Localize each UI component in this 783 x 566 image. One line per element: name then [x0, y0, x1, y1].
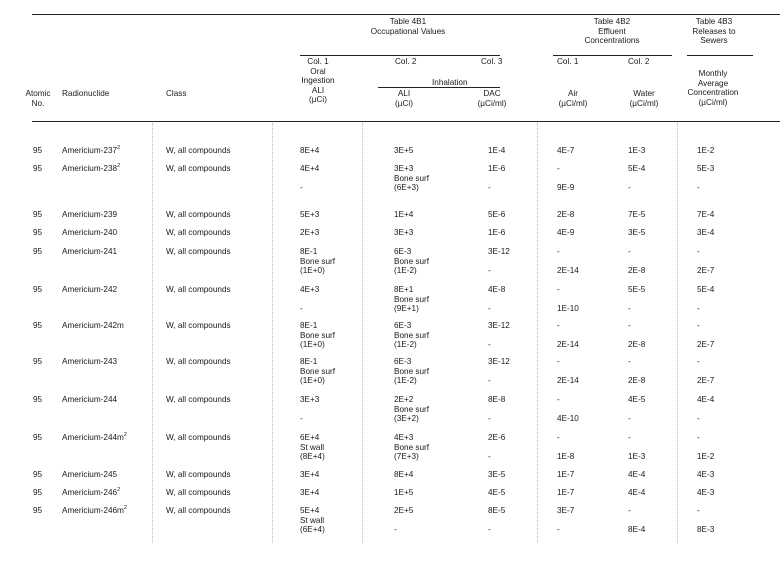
class-value: W, all compounds — [166, 488, 231, 497]
water-concentration-value: 4E-4 — [628, 488, 646, 497]
col1-oral-header: Col. 1 Oral Ingestion ALI (µCi) — [301, 57, 335, 105]
atomic-number: 95 — [33, 357, 43, 366]
radionuclide-name: Americium-242 — [62, 285, 118, 294]
inhalation-ali-value: 6E-3 Bone surf (1E-2) — [394, 357, 430, 386]
air-concentration-value: - 4E-10 — [557, 395, 579, 424]
air-concentration-value: - 2E-14 — [557, 321, 579, 350]
inhalation-ali-value: 4E+3 Bone surf (7E+3) — [394, 433, 430, 462]
water-concentration-value: 3E-5 — [628, 228, 646, 237]
oral-ali-value: 4E+3 - — [300, 285, 320, 314]
inhalation-ali-value: 3E+3 Bone surf (6E+3) — [394, 164, 430, 193]
sewer-concentration-value: - 2E-7 — [697, 321, 715, 350]
class-value: W, all compounds — [166, 247, 231, 256]
atomic-number: 95 — [33, 433, 43, 442]
radionuclide-name: Americium-$246^2$ — [62, 487, 121, 497]
footnote-marker: 2 — [123, 432, 127, 438]
table4b2-title: Table 4B2 Effluent Concentrations — [584, 17, 640, 46]
sewer-concentration-value: - 2E-7 — [697, 357, 715, 386]
dac-value: 1E-4 — [488, 146, 506, 155]
atomic-number: 95 — [33, 321, 43, 330]
dac-value: 3E-12 - — [488, 357, 510, 386]
radionuclide-name: Americium-245 — [62, 470, 118, 479]
radionuclide-name: Americium-239 — [62, 210, 118, 219]
class-value: W, all compounds — [166, 285, 231, 294]
separator — [272, 123, 273, 543]
class-value: W, all compounds — [166, 210, 231, 219]
radionuclide-name: Americium-243 — [62, 357, 118, 366]
dac-value: 3E-12 - — [488, 321, 510, 350]
radionuclide-name: Americium-241 — [62, 247, 118, 256]
oral-ali-value: 3E+3 - — [300, 395, 320, 424]
oral-ali-value: 6E+4 St wall (8E+4) — [300, 433, 325, 462]
inhalation-ali-value: 8E+4 — [394, 470, 414, 479]
table4b1-rule — [300, 55, 500, 56]
air-concentration-value: 3E-7 - — [557, 506, 575, 535]
atomic-number: 95 — [33, 164, 43, 173]
oral-ali-value: 4E+4 - — [300, 164, 320, 193]
dac-value: 8E-5 - — [488, 506, 506, 535]
table4b3-title: Table 4B3 Releases to Sewers — [692, 17, 736, 46]
inhalation-ali-value: 1E+5 — [394, 488, 414, 497]
atomic-number: 95 — [33, 285, 43, 294]
radionuclide-name: Americium-$237^2$ — [62, 145, 121, 155]
radionuclide-header: Radionuclide — [62, 89, 110, 98]
sewer-concentration-value: 4E-3 — [697, 488, 715, 497]
oral-ali-value: 8E-1 Bone surf (1E+0) — [300, 357, 336, 386]
dac-header: DAC (µCi/ml) — [477, 89, 507, 108]
dac-value: 1E-6 — [488, 228, 506, 237]
air-concentration-value: 4E-7 — [557, 146, 575, 155]
monthly-header: Monthly Average Concentration (µCi/ml) — [687, 69, 739, 107]
sewer-concentration-value: 4E-4 - — [697, 395, 715, 424]
separator — [677, 123, 678, 543]
oral-ali-value: 3E+4 — [300, 470, 320, 479]
water-concentration-value: - 2E-8 — [628, 321, 646, 350]
sewer-concentration-value: 1E-2 — [697, 146, 715, 155]
atomic-number: 95 — [33, 247, 43, 256]
atomic-number: 95 — [33, 470, 43, 479]
col2-header: Col. 2 — [395, 57, 417, 66]
inhalation-ali-value: 3E+3 — [394, 228, 414, 237]
footnote-marker: 2 — [117, 487, 121, 493]
radionuclide-name: Americium-$244m^2$ — [62, 432, 127, 442]
air-concentration-value: - 9E-9 — [557, 164, 575, 193]
inhalation-ali-value: 2E+5 - — [394, 506, 414, 535]
air-concentration-value: - 2E-14 — [557, 247, 579, 276]
atomic-number: 95 — [33, 228, 43, 237]
inhalation-ali-value: 6E-3 Bone surf (1E-2) — [394, 247, 430, 276]
table4b2-rule — [553, 55, 672, 56]
inhalation-header: Inhalation — [432, 78, 468, 87]
water-concentration-value: - 2E-8 — [628, 357, 646, 386]
air-concentration-value: 1E-7 — [557, 470, 575, 479]
separator — [152, 123, 153, 543]
sewer-concentration-value: 7E-4 — [697, 210, 715, 219]
dac-value: 3E-12 - — [488, 247, 510, 276]
class-value: W, all compounds — [166, 506, 231, 515]
inhalation-ali-value: 8E+1 Bone surf (9E+1) — [394, 285, 430, 314]
dac-value: 4E-5 — [488, 488, 506, 497]
footnote-marker: 2 — [117, 163, 121, 169]
sewer-concentration-value: 3E-4 — [697, 228, 715, 237]
separator — [537, 123, 538, 543]
radionuclide-name: Americium-244 — [62, 395, 118, 404]
oral-ali-value: 2E+3 — [300, 228, 320, 237]
b2-col2-header: Col. 2 — [628, 57, 650, 66]
dac-value: 2E-6 - — [488, 433, 506, 462]
oral-ali-value: 8E-1 Bone surf (1E+0) — [300, 247, 336, 276]
oral-ali-value: 3E+4 — [300, 488, 320, 497]
water-concentration-value: - 8E-4 — [628, 506, 646, 535]
separator — [362, 123, 363, 543]
class-value: W, all compounds — [166, 321, 231, 330]
atomic-number: 95 — [33, 210, 43, 219]
dac-value: 3E-5 — [488, 470, 506, 479]
oral-ali-value: 5E+3 — [300, 210, 320, 219]
class-value: W, all compounds — [166, 433, 231, 442]
air-concentration-value: - 1E-10 — [557, 285, 579, 314]
air-concentration-value: - 1E-8 — [557, 433, 575, 462]
air-concentration-value: - 2E-14 — [557, 357, 579, 386]
atomic-number: 95 — [33, 395, 43, 404]
class-header: Class — [166, 89, 187, 98]
water-concentration-value: 5E-5 - — [628, 285, 646, 314]
class-value: W, all compounds — [166, 228, 231, 237]
water-header: Water (µCi/ml) — [629, 89, 659, 108]
water-concentration-value: 7E-5 — [628, 210, 646, 219]
radionuclide-name: Americium-$246m^2$ — [62, 505, 127, 515]
air-concentration-value: 2E-8 — [557, 210, 575, 219]
air-concentration-value: 4E-9 — [557, 228, 575, 237]
water-concentration-value: - 1E-3 — [628, 433, 646, 462]
water-concentration-value: 1E-3 — [628, 146, 646, 155]
col3-header: Col. 3 — [481, 57, 503, 66]
atomic-header: Atomic No. — [25, 89, 51, 108]
atomic-number: 95 — [33, 146, 43, 155]
sewer-concentration-value: 5E-3 - — [697, 164, 715, 193]
class-value: W, all compounds — [166, 146, 231, 155]
atomic-number: 95 — [33, 506, 43, 515]
radionuclide-name: Americium-242m — [62, 321, 124, 330]
top-rule — [32, 14, 780, 15]
dac-value: 8E-8 - — [488, 395, 506, 424]
footnote-marker: 2 — [123, 505, 127, 511]
air-concentration-value: 1E-7 — [557, 488, 575, 497]
sewer-concentration-value: 5E-4 - — [697, 285, 715, 314]
class-value: W, all compounds — [166, 395, 231, 404]
header-bottom-rule — [32, 121, 780, 122]
class-value: W, all compounds — [166, 164, 231, 173]
oral-ali-value: 5E+4 St wall (6E+4) — [300, 506, 325, 535]
inhalation-ali-value: 2E+2 Bone surf (3E+2) — [394, 395, 430, 424]
sewer-concentration-value: - 8E-3 — [697, 506, 715, 535]
air-header: Air (µCi/ml) — [558, 89, 588, 108]
water-concentration-value: - 2E-8 — [628, 247, 646, 276]
class-value: W, all compounds — [166, 357, 231, 366]
radionuclide-name: Americium-$238^2$ — [62, 163, 121, 173]
inhalation-ali-value: 3E+5 — [394, 146, 414, 155]
oral-ali-value: 8E-1 Bone surf (1E+0) — [300, 321, 336, 350]
sewer-concentration-value: 4E-3 — [697, 470, 715, 479]
b2-col1-header: Col. 1 — [557, 57, 579, 66]
dac-value: 5E-6 — [488, 210, 506, 219]
atomic-number: 95 — [33, 488, 43, 497]
water-concentration-value: 4E-4 — [628, 470, 646, 479]
water-concentration-value: 4E-5 - — [628, 395, 646, 424]
dac-value: 1E-6 - — [488, 164, 506, 193]
dac-value: 4E-8 - — [488, 285, 506, 314]
table4b1-title: Table 4B1 Occupational Values — [370, 17, 446, 36]
oral-ali-value: 8E+4 — [300, 146, 320, 155]
table4b3-rule — [687, 55, 753, 56]
water-concentration-value: 5E-4 - — [628, 164, 646, 193]
sewer-concentration-value: - 1E-2 — [697, 433, 715, 462]
inhalation-ali-value: 6E-3 Bone surf (1E-2) — [394, 321, 430, 350]
class-value: W, all compounds — [166, 470, 231, 479]
sewer-concentration-value: - 2E-7 — [697, 247, 715, 276]
inh-ali-header: ALI (µCi) — [395, 89, 413, 108]
radionuclide-name: Americium-240 — [62, 228, 118, 237]
inhalation-ali-value: 1E+4 — [394, 210, 414, 219]
footnote-marker: 2 — [117, 145, 121, 151]
